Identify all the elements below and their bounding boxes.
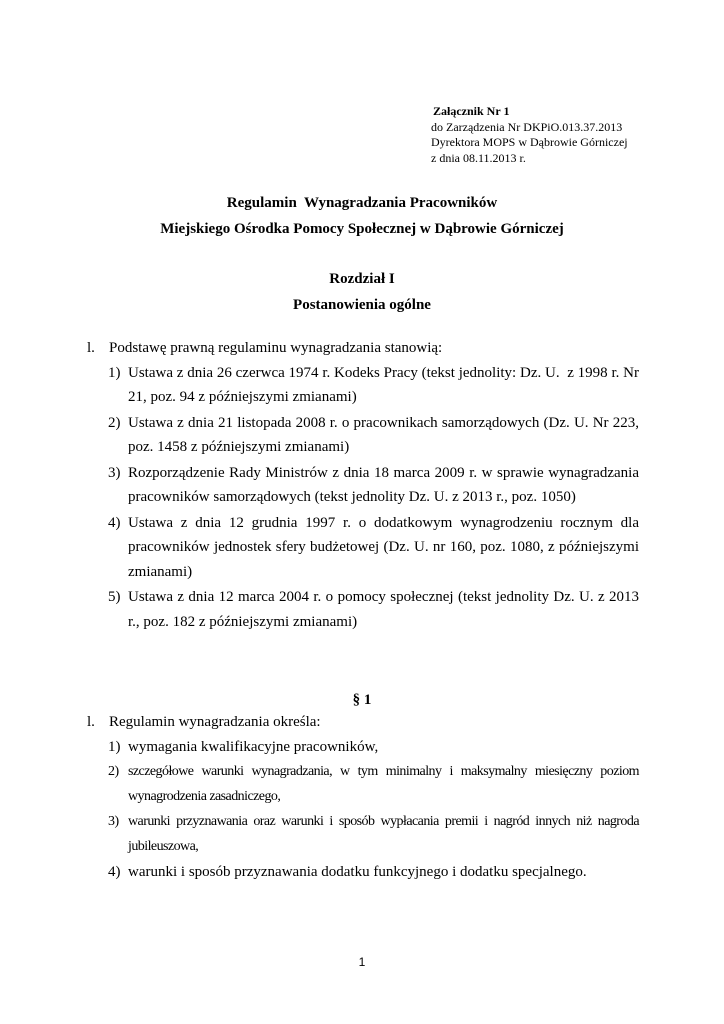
item-number: 1)	[108, 364, 121, 381]
list-marker: l.	[87, 340, 95, 356]
item-text: wymagania kwalifikacyjne pracowników,	[128, 738, 379, 755]
list-item	[87, 461, 639, 510]
list-item	[87, 810, 639, 859]
item-number: 4)	[108, 514, 121, 531]
legal-basis-list	[87, 336, 643, 635]
legal-basis-intro-row	[87, 336, 639, 361]
item-number: 3)	[108, 814, 119, 829]
annex-title: Załącznik Nr 1	[433, 104, 510, 118]
section-1-list	[87, 710, 639, 886]
item-number: 2)	[108, 414, 121, 431]
list-item	[87, 760, 639, 809]
list-item	[87, 411, 639, 460]
section-1-intro-row	[87, 710, 639, 735]
page-number: 1	[358, 955, 366, 969]
list-item	[87, 511, 639, 585]
section-1-intro: Regulamin wynagradzania określa:	[109, 714, 321, 730]
annex-line-3: z dnia 08.11.2013 r.	[431, 150, 526, 165]
item-text: szczegółowe warunki wynagradzania, w tym minimalny i maksymalny miesięczny poziom wynagrodzenia zasadniczego,	[128, 764, 639, 804]
annex-header	[431, 104, 628, 166]
list-item	[87, 361, 643, 410]
item-text: warunki i sposób przyznawania dodatku funkcyjnego i dodatku specjalnego.	[128, 864, 587, 880]
item-number: 5)	[108, 589, 121, 605]
item-text: Ustawa z dnia 26 czerwca 1974 r. Kodeks Pracy (tekst jednolity: Dz. U. z 1998 r. Nr 21, poz. 94 z późniejszymi zmianami)	[128, 364, 643, 405]
item-text: Ustawa z dnia 21 listopada 2008 r. o pracownikach samorządowych (Dz. U. Nr 223, poz. 1458 z późniejszymi zmianami)	[128, 414, 639, 455]
section-title: § 1	[352, 692, 372, 708]
annex-line-1: do Zarządzenia Nr DKPiO.013.37.2013	[431, 119, 623, 134]
list-marker: l.	[87, 714, 95, 730]
list-item	[87, 585, 639, 634]
annex-line-2: Dyrektora MOPS w Dąbrowie Górniczej	[431, 135, 628, 149]
chapter-title: Postanowienia ogólne	[293, 297, 431, 313]
item-text: Ustawa z dnia 12 marca 2004 r. o pomocy społecznej (tekst jednolity Dz. U. z 2013 r., poz. 182 z późniejszymi zmianami)	[128, 589, 639, 630]
item-number: 1)	[108, 738, 121, 755]
legal-basis-intro: Podstawę prawną regulaminu wynagradzania stanowią:	[109, 340, 443, 356]
chapter-number: Rozdział I	[329, 271, 395, 287]
item-number: 2)	[108, 764, 119, 779]
document-title-line-1: Regulamin Wynagradzania Pracowników	[226, 195, 498, 211]
item-text: Ustawa z dnia 12 grudnia 1997 r. o dodatkowym wynagrodzeniu rocznym dla pracowników jednostek sfery budżetowej (Dz. U. nr 160, poz. 1080, z późniejszymi zmianami)	[128, 514, 639, 580]
item-number: 3)	[108, 464, 121, 481]
item-text: Rozporządzenie Rady Ministrów z dnia 18 marca 2009 r. w sprawie wynagradzania pracowników samorządowych (tekst jednolity Dz. U. z 2013 r., poz. 1050)	[128, 464, 639, 505]
list-item	[87, 860, 639, 885]
list-item	[87, 735, 639, 760]
item-number: 4)	[108, 864, 121, 880]
item-text: warunki przyznawania oraz warunki i sposób wypłacania premii i nagród innych niż nagroda jubileuszowa,	[128, 814, 639, 854]
document-title-line-2: Miejskiego Ośrodka Pomocy Społecznej w Dąbrowie Górniczej	[160, 221, 564, 237]
